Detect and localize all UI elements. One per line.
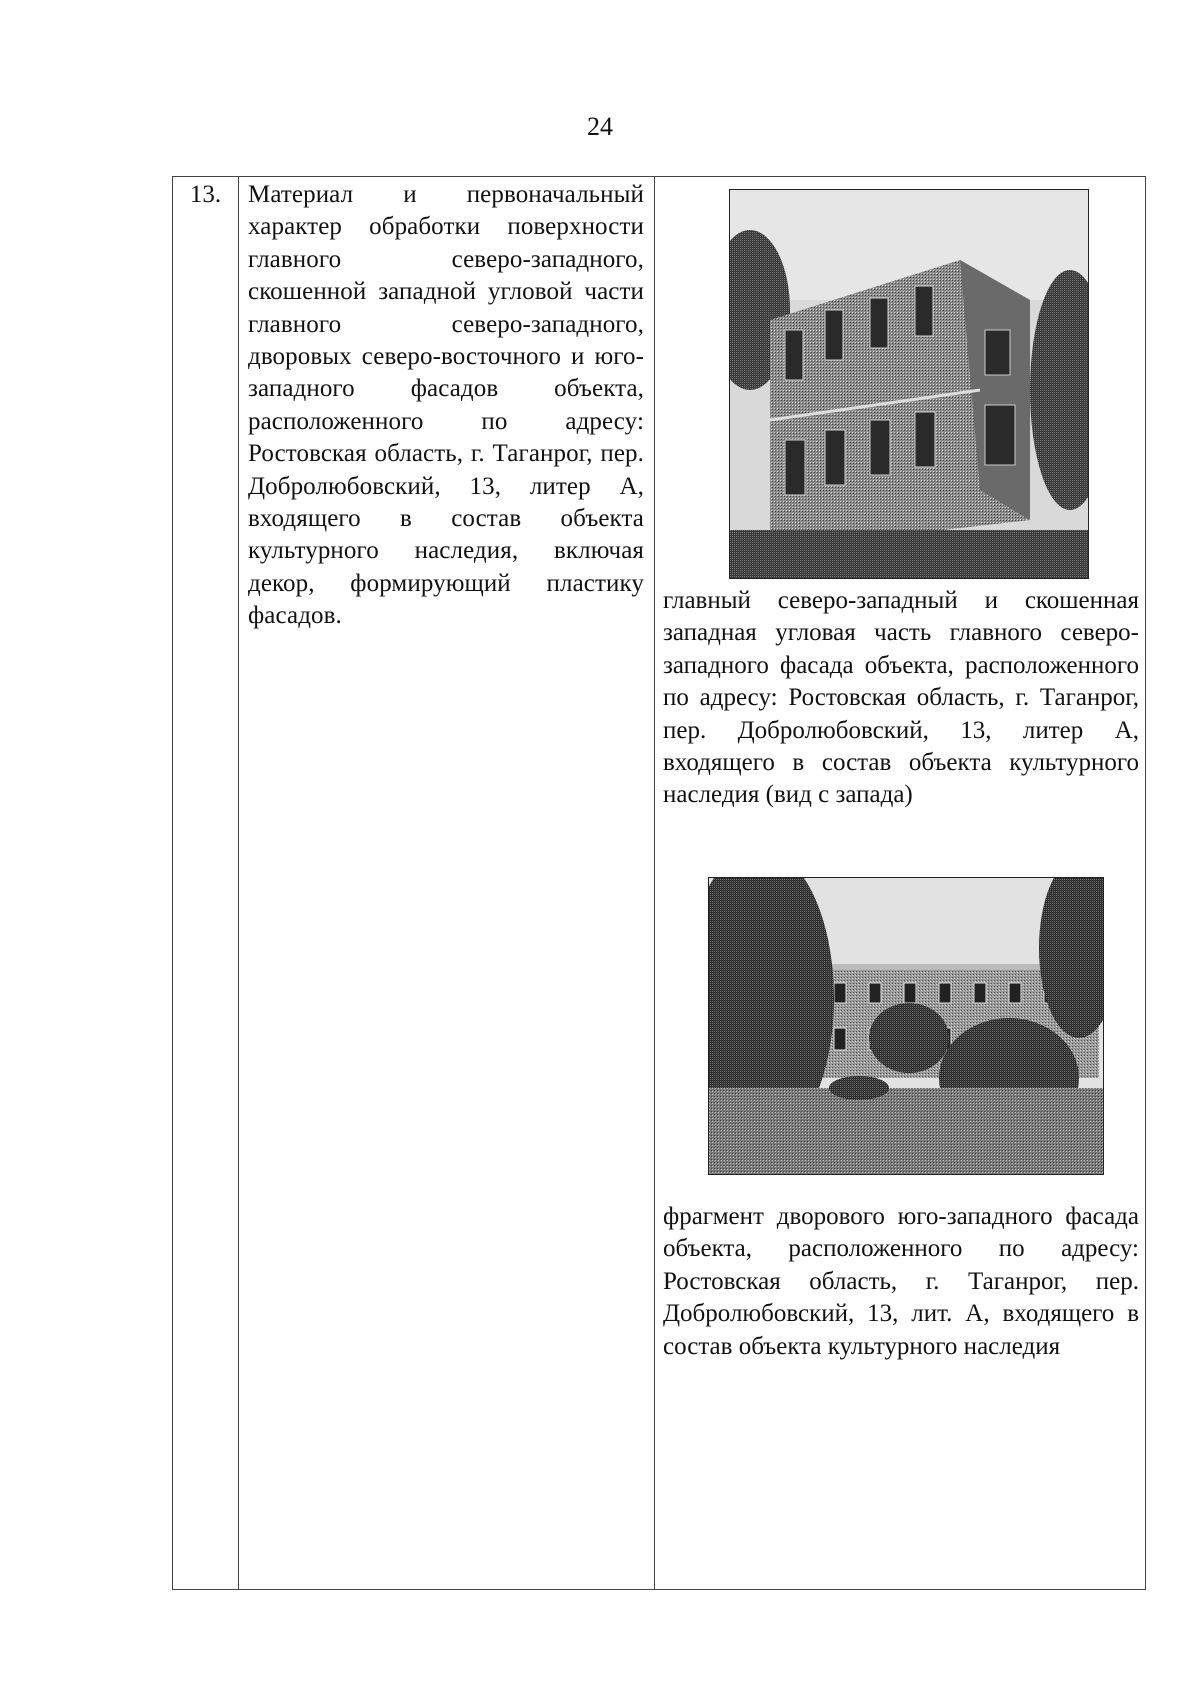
building-photo-icon bbox=[729, 189, 1089, 579]
column-divider bbox=[238, 177, 239, 1589]
page-number: 24 bbox=[587, 112, 613, 141]
photo-caption: главный северо-западный и скошенная западная угловая часть главного северо-западного фасада объекта, расположенного по адресу: Ростовская область, г. Таганрог, пер. Добролюбовский, 13, литер А, входящего в состав объекта культурного наследия (вид с запада) bbox=[663, 587, 1139, 809]
photo-caption: фрагмент дворового юго-западного фасада объекта, расположенного по адресу: Ростовская область, г. Таганрог, пер. Добролюбовский, 13, лит. А, входящего в состав объекта культурного наследия bbox=[663, 1203, 1139, 1360]
object-table bbox=[172, 176, 1146, 1590]
row-number: 13. bbox=[189, 181, 222, 208]
row-description: Материал и первоначальный характер обработки поверхности главного северо-западного, скошенной западной угловой части главного северо-западного, дворовых северо-восточного и юго-западного фасадов объекта, расположенного по адресу: Ростовская область, г. Таганрог, пер. Добролюбовский, 13, литер А, входящего в состав объекта культурного наследия, включая декор, формирующий пластику фасадов. bbox=[248, 181, 644, 630]
courtyard-photo-icon bbox=[708, 877, 1104, 1175]
column-divider bbox=[654, 177, 655, 1589]
